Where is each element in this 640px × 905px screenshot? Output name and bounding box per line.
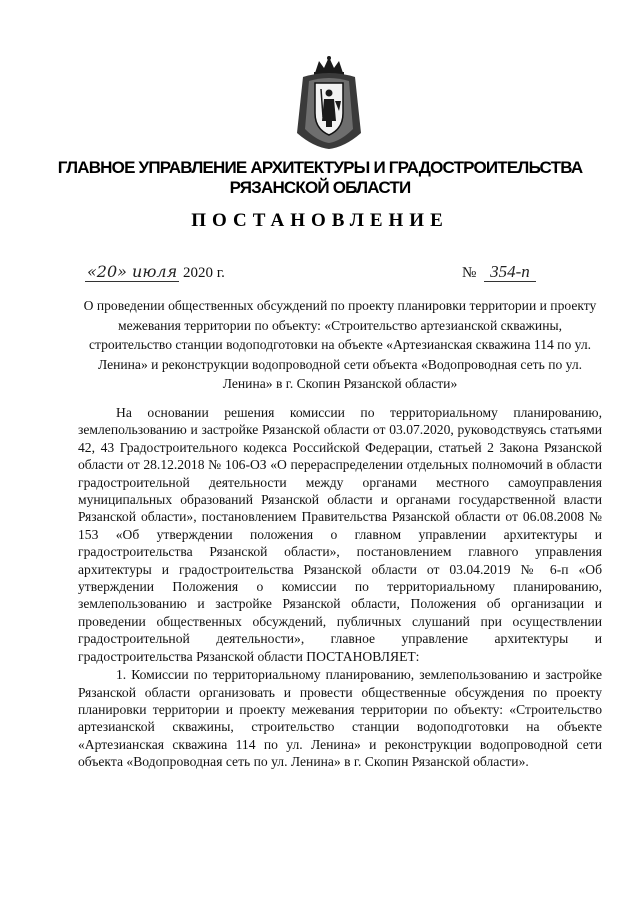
body-paragraph-2: 1. Комиссии по территориальному планированию, землепользованию и застройке Рязанской области организовать и провести общественные обсуждения по проекту планировки территории и проекту межевания территории по объекту: «Строительство артезианской скважины, строительство станции водоподготовки на объекте «Артезианская скважина 114 по ул. Ленина» и реконструкции водопроводной сети объекта «Водопроводная сеть по ул. Ленина» в г. Скопин Рязанской области». bbox=[78, 667, 602, 770]
body-paragraph-1: На основании решения комиссии по территориальному планированию, землепользованию и застройке Рязанской области от 03.07.2020, руководствуясь статьями 42, 43 Градостроительного кодекса Российской Федерации, статьей 2 Закона Рязанской области от 28.12.2018 № 106-ОЗ «О перераспределении отдельных полномочий в области градостроительной деятельности между органами местного самоуправления муниципальных образований Рязанской области и органами государственной власти Рязанской области», постановлением Правительства Рязанской области от 06.08.2008 № 153 «Об утверждении положения о главном управлении архитектуры и градостроительства Рязанской области», постановлением главного управления архитектуры и градостроительства Рязанской области от 03.04.2019 № 6-п «Об утверждении Положения о комиссии по территориальному планированию, землепользованию и застройке Рязанской области, Положения об организации и проведении общественных обсуждений, публичных слушаний при осуществлении градостроительной деятельности», главное управление архитектуры и градостроительства Рязанской области ПОСТАНОВЛЯЕТ: bbox=[78, 405, 602, 664]
handwritten-number: 354-п bbox=[484, 262, 536, 282]
organization-name-line2: РЯЗАНСКОЙ ОБЛАСТИ bbox=[229, 178, 411, 197]
number-prefix: № bbox=[462, 265, 477, 281]
date-year: 2020 г. bbox=[182, 265, 225, 281]
document-body bbox=[78, 404, 602, 771]
document-type-title: ПОСТАНОВЛЕНИЕ bbox=[191, 210, 449, 231]
handwritten-date: «20» июля bbox=[87, 262, 178, 281]
document-date bbox=[85, 262, 225, 282]
document-subject: О проведении общественных обсуждений по проекту планировки территории и проекту межевания территории по объекту: «Строительство артезианской скважины, строительство станции водоподготовки на объекте «Артезианская скважина 114 по ул. Ленина» и реконструкции водопроводной сети объекта «Водопроводная сеть по ул. Ленина» в г. Скопин Рязанской области» bbox=[83, 298, 597, 391]
document-number bbox=[462, 262, 536, 282]
coat-of-arms-icon bbox=[293, 55, 365, 151]
organization-name-line1: ГЛАВНОЕ УПРАВЛЕНИЕ АРХИТЕКТУРЫ И ГРАДОСТРОИТЕЛЬСТВА bbox=[57, 158, 583, 177]
